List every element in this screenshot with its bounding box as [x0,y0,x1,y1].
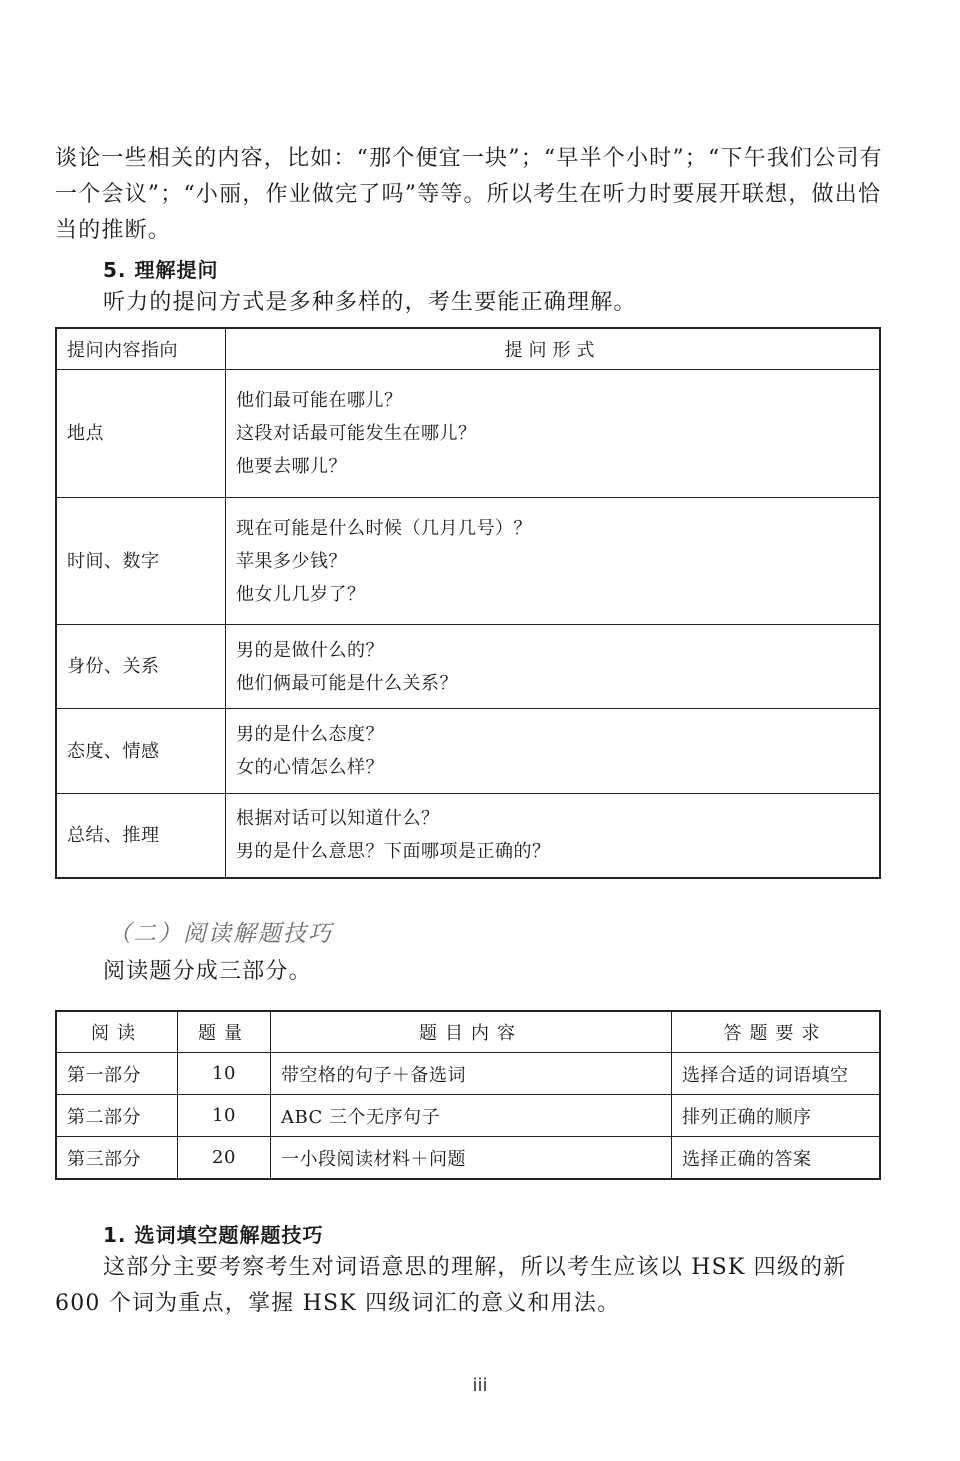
questions-cell [226,625,881,709]
question-text: 他们最可能在哪儿？ [236,390,403,411]
question-text: 男的是做什么的？ [236,639,384,661]
section-1-heading: 1. 选词填空题解题技巧 [103,1223,324,1247]
content-cell: 带空格的句子＋备选词 [271,1053,672,1095]
reading-section-title: （二）阅读解题技巧 [108,921,333,947]
table-header-cell: 答题要求 [672,1011,881,1053]
requirement-cell: 选择合适的词语填空 [672,1053,881,1095]
page-number: iii [472,1375,488,1396]
reading-section-text: 阅读题分成三部分。 [103,959,312,984]
section-5-text: 听力的提问方式是多种多样的，考生要能正确理解。 [103,290,637,315]
table-row [56,794,880,878]
intro-paragraph: 谈论一些相关的内容，比如：“那个便宜一块”；“早半个小时”；“下午我们公司有一个会议”；“小丽，作业做完了吗”等等。所以考生在听力时要展开联想，做出恰当的推断。 [55,146,883,243]
table-header-row [56,1011,880,1053]
table-header-cell: 提问形式 [226,328,881,370]
count-cell: 20 [178,1137,271,1180]
table-header-cell: 阅读 [56,1011,178,1053]
category-cell: 身份、关系 [56,625,226,709]
question-text: 根据对话可以知道什么？ [236,808,440,830]
question-text: 他要去哪儿？ [236,456,347,477]
listening-question-table [55,327,881,879]
requirement-cell: 选择正确的答案 [672,1137,881,1180]
table-row [56,625,880,709]
table-header-cell: 提问内容指向 [56,328,226,370]
table-header-cell: 题目内容 [271,1011,672,1053]
question-text: 现在可能是什么时候（几月几号）？ [236,517,532,539]
question-text: 这段对话最可能发生在哪儿？ [236,423,477,444]
questions-cell [226,370,881,498]
question-text: 男的是什么意思？下面哪项是正确的？ [236,841,551,863]
table-row [56,498,880,625]
section-1-text: 这部分主要考察考生对词语意思的理解，所以考生应该以 HSK 四级的新 600 个词为重点，掌握 HSK 四级词汇的意义和用法。 [55,1255,847,1316]
table-header-row [56,328,880,370]
category-cell: 总结、推理 [56,794,226,878]
question-text: 他们俩最可能是什么关系？ [236,672,458,694]
table-row [56,370,880,498]
category-cell: 时间、数字 [56,498,226,625]
part-cell: 第三部分 [56,1137,178,1180]
content-cell: ABC 三个无序句子 [271,1095,672,1137]
table-row [56,1053,880,1095]
content-cell: 一小段阅读材料＋问题 [271,1137,672,1180]
part-cell: 第二部分 [56,1095,178,1137]
table-header-cell: 题量 [178,1011,271,1053]
reading-parts-table [55,1010,881,1180]
count-cell: 10 [178,1053,271,1095]
category-cell: 地点 [56,370,226,498]
questions-cell [226,709,881,794]
section-5-heading: 5. 理解提问 [103,258,219,282]
category-cell: 态度、情感 [56,709,226,794]
part-cell: 第一部分 [56,1053,178,1095]
question-text: 女的心情怎么样？ [236,757,384,778]
requirement-cell: 排列正确的顺序 [672,1095,881,1137]
questions-cell [226,498,881,625]
question-text: 他女儿几岁了？ [236,583,366,605]
table-row [56,1137,880,1180]
count-cell: 10 [178,1095,271,1137]
questions-cell [226,794,881,878]
question-text: 苹果多少钱？ [236,550,347,572]
table-row [56,1095,880,1137]
table-row [56,709,880,794]
question-text: 男的是什么态度？ [236,724,384,745]
